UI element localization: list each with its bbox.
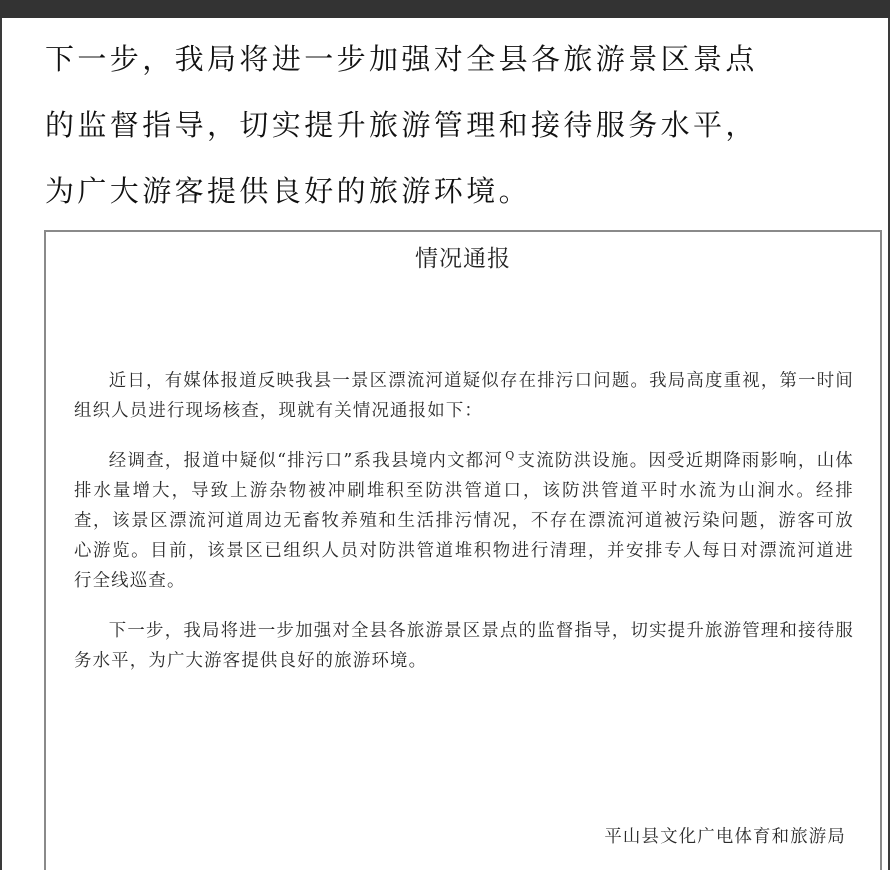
article-lead-paragraph [45,26,885,224]
lead-line-1: 下一步，我局将进一步加强对全县各旅游景区景点 [45,42,758,76]
notice-image [44,230,882,870]
notice-paragraph-1: 近日，有媒体报道反映我县一景区漂流河道疑似存在排污口问题。我局高度重视，第一时间组织人员进行现场核查，现就有关情况通报如下： [74,371,854,421]
notice-paragraph-2-rest: 支流防洪设施。因受近期降雨影响，山体排水量增大，导致上游杂物被冲刷堆积至防洪管道口，该防洪管道平时水流为山涧水。经排查，该景区漂流河道周边无畜牧养殖和生活排污情况，不存在漂流河道被污染问题，游客可放心游览。目前，该景区已组织人员对防洪管道堆积物进行清理，并安排专人每日对漂流河道进行全线巡查。 [74,451,854,591]
page-edge-left [0,18,2,870]
notice-paragraph-3: 下一步，我局将进一步加强对全县各旅游景区景点的监督指导，切实提升旅游管理和接待服务水平，为广大游客提供良好的旅游环境。 [74,621,854,671]
top-bar [0,0,890,18]
lead-line-3: 为广大游客提供良好的旅游环境。 [45,174,532,208]
notice-body [74,366,854,696]
notice-paragraph-2 [74,446,854,596]
notice-paragraph-2-start: 经调查，报道中疑似“排污口”系我县境内文都河 [108,451,504,471]
search-link-icon[interactable]: Q [505,449,516,463]
notice-signature: 平山县文化广电体育和旅游局 [604,827,846,847]
lead-line-2: 的监督指导，切实提升旅游管理和接待服务水平， [45,108,758,142]
notice-title: 情况通报 [415,246,511,272]
